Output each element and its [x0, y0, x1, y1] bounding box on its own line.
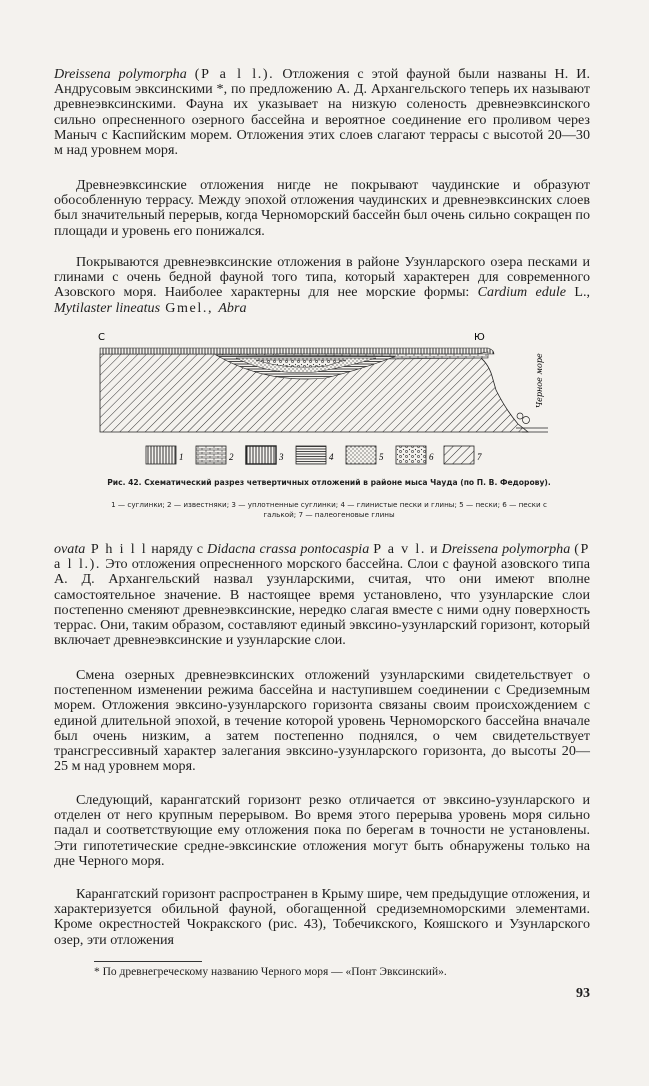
legend-swatch-limestone [196, 446, 226, 464]
shore-pebble [523, 417, 530, 424]
footnote-rule [94, 961, 202, 962]
legend-swatch-sands [346, 446, 376, 464]
paragraph-text: Это отложения опресненного морского бассейна. Слои с фауной азовского типа А. Д. Архангельский назвал узунларскими, считая, что они имеют вполне самостоятельное значение. В настоящее время установлено, что узунларские слои постепенно сменяют древнеэвксинские, нередко слагая вместе с ними одну поверхность террас. Они, таким образом, составляют единый эвксино-узунларский горизонт, который включает древнеэвксинские и узунларские слои. [54, 556, 590, 649]
label-south: Ю [474, 332, 485, 343]
figure-caption-title: Рис. 42. Схематический разрез четвертичных отложений в районе мыса Чауда (по П. В. Федорову). [107, 478, 551, 487]
species-name: Cardium edule [477, 284, 567, 301]
species-author: P a v l. [373, 541, 427, 557]
paragraph-text: наряду с [147, 541, 208, 557]
paragraph-5: Смена озерных древнеэвксинских отложений узунларскими свидетельствует о постепенном изменении режима бассейна и наступившем соединении с Средиземным морем. Отложения эвксино-узунларского горизонта связаны своим происхождением с единой длительной эпохой, в течение которой уровень Черноморского бассейна вначале был очень низким, а затем постепенно поднялся, о чем свидетельствует трансгрессивный характер залегания эвксино-узунларского горизонта, до высоты 20—25 м над уровнем моря. [54, 667, 590, 775]
sea-label: Черное море [535, 353, 544, 408]
legend-number: 3 [279, 452, 284, 462]
figure-caption-legend: 1 — суглинки; 2 — известняки; 3 — уплотненные суглинки; 4 — глинистые пески и глины; 5 — пески; 6 — пески с галькой; 7 — палеогеновые глины [111, 500, 547, 519]
species-name: Mytilaster lineatus [54, 299, 161, 316]
species-name: ovata [54, 541, 86, 557]
legend-number: 2 [229, 452, 234, 462]
cross-section-figure [96, 328, 556, 528]
legend-swatch-clayey-sands [296, 446, 326, 464]
paragraph-1 [54, 67, 590, 158]
shore-pebble [517, 413, 523, 419]
page-number: 93 [576, 986, 590, 1001]
species-author: (P a l l.). [194, 66, 275, 82]
species-author: Gmel., [160, 299, 219, 316]
species-name: Didacna crassa pontocaspia [207, 541, 370, 557]
legend-number: 1 [179, 452, 184, 462]
legend-swatch-compact-loam [246, 446, 276, 464]
legend-number: 7 [477, 452, 482, 462]
species-author: L., [566, 284, 590, 301]
paragraph-6: Следующий, карангатский горизонт резко отличается от эвксино-узунларского и отделен от него крупным перерывом. Во время этого перерыва уровень моря сильно падал и соответствующие ему отложения пока по берегам в точности не установлены. Эти гипотетические средне-эвксинские отложения могут быть обнаружены только на дне Черного моря. [54, 792, 590, 869]
legend-swatch-loam [146, 446, 176, 464]
footnote: * По древнегреческому названию Черного моря — «Понт Эвксинский». [94, 966, 447, 978]
legend-number: 5 [379, 452, 384, 462]
species-name: Dreissena polymorpha [54, 66, 187, 82]
legend-swatch-pebble-sands [396, 446, 426, 464]
species-name: Dreissena polymorpha [441, 541, 571, 557]
species-author: (P a l l.). [54, 541, 590, 573]
species-author: P h i l l [85, 541, 148, 557]
species-name: Abra [218, 299, 247, 316]
legend-number: 4 [329, 452, 334, 462]
paragraph-text: и [426, 541, 442, 557]
paragraph-7: Карангатский горизонт распространен в Крыму шире, чем предыдущие отложения, и характеризуется обильной фауной, обогащенной средиземноморскими элементами. Кроме окрестностей Чокракского (рис. 43), Тобечикского, Кояшского и Узунларского озер, эти отложения [54, 886, 590, 948]
legend-number: 6 [429, 452, 434, 462]
label-north: С [98, 332, 105, 343]
figure-legend [146, 446, 482, 464]
paragraph-3 [54, 255, 590, 316]
paragraph-2: Древнеэвксинские отложения нигде не покрывают чаудинские и образуют обособленную террасу. Между эпохой отложения чаудинских и древнеэвксинских слоев был значительный перерыв, когда Черноморский бассейн был очень сильно сокращен по площади и уровень его понижался. [54, 177, 590, 239]
paragraph-text: Отложения с этой фауной были названы Н. И. Андрусовым эвксинскими *, по предложению А. Д. Архангельского теперь их называют древнеэвксинскими. Фауна их указывает на низкую соленость древнеэвксинского сильно опресненного озерного бассейна и вероятное соединение его проливом через Маныч с Каспийским морем. Отложения этих слоев слагают террасы с высотой 20—30 м над уровнем моря. [54, 66, 590, 159]
legend-swatch-palaeogene-clays [444, 446, 474, 464]
paragraph-4 [54, 542, 590, 648]
paragraph-text: Покрываются древнеэвксинские отложения в районе Узунларского озера песками и глинами с очень бедной фауной того типа, который характерен для современного Азовского моря. Наиболее характерны для нее морские формы: [54, 254, 590, 301]
layer-loam [100, 348, 494, 354]
